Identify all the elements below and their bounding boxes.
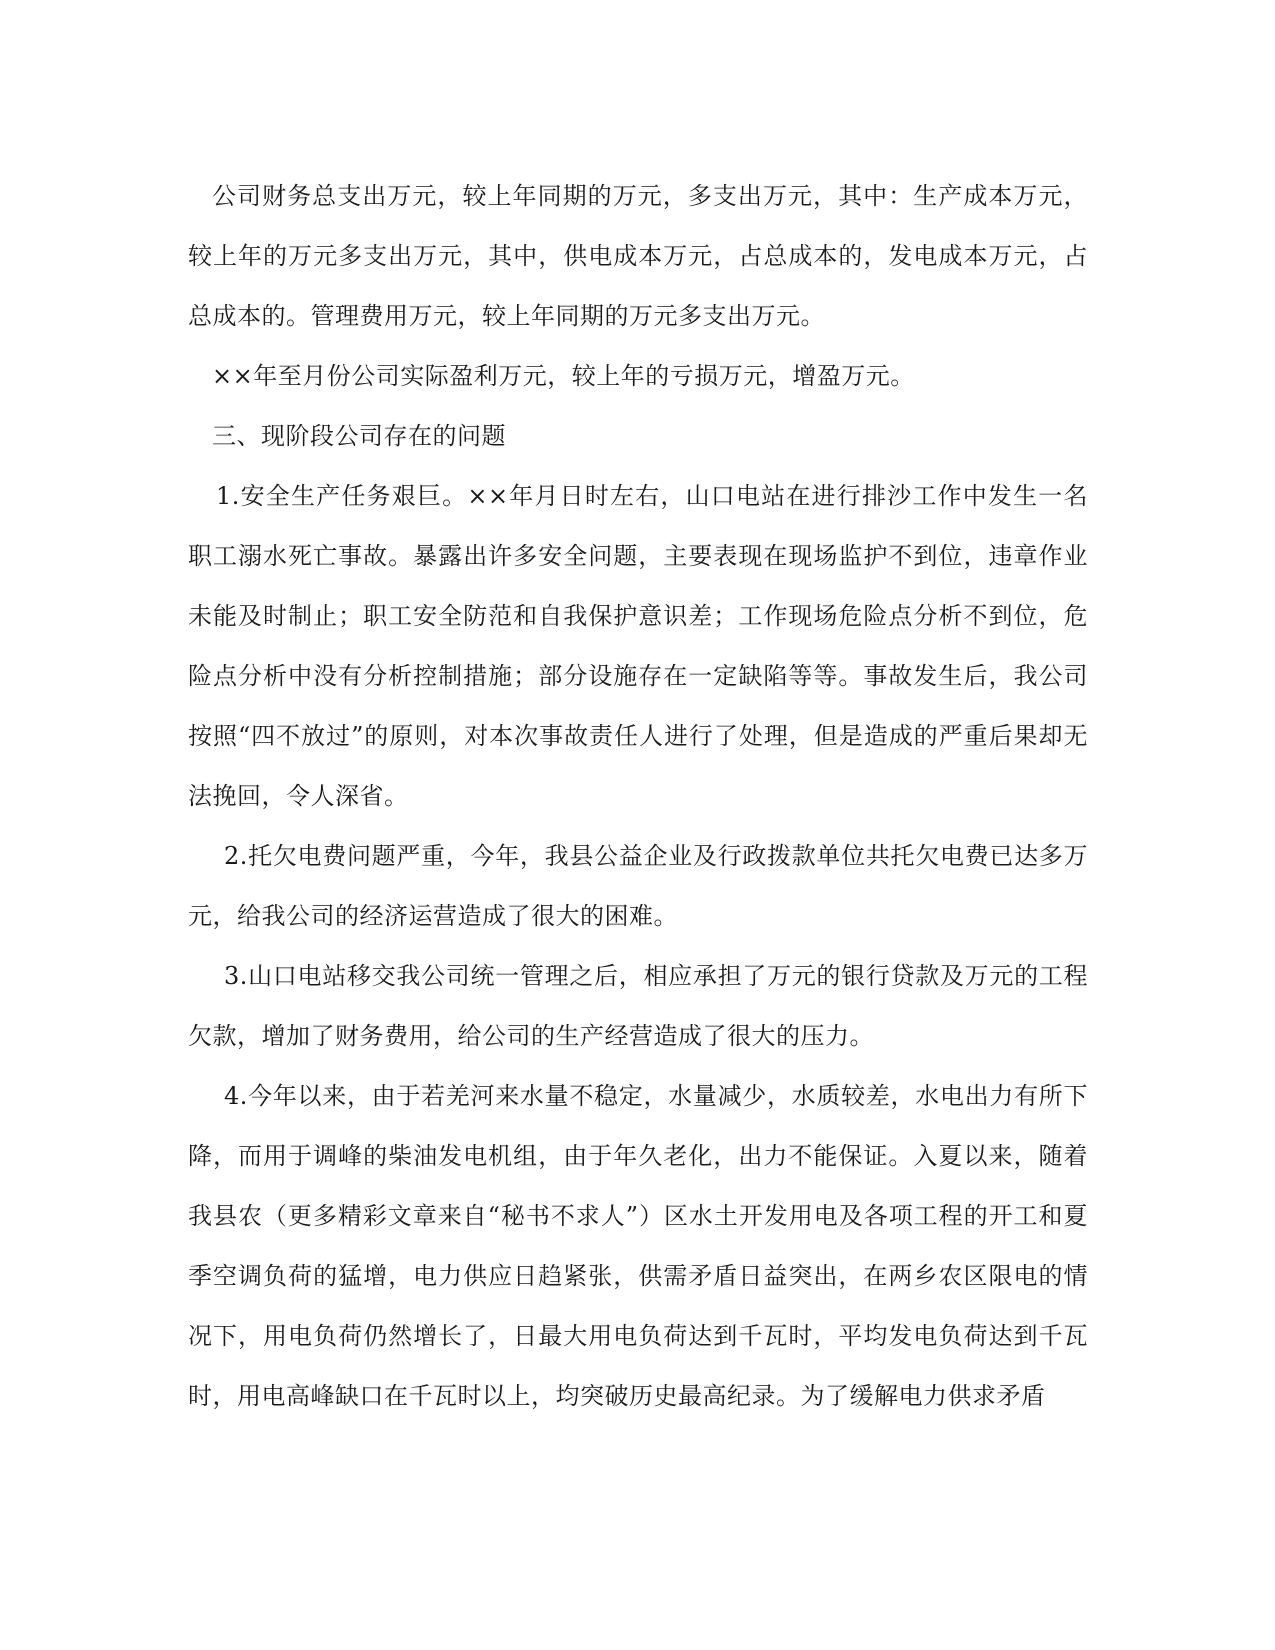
paragraph-problem-3: 3.山口电站移交我公司统一管理之后，相应承担了万元的银行贷款及万元的工程欠款，增加了财务费用，给公司的生产经营造成了很大的压力。: [188, 962, 1088, 1050]
document-body: [188, 166, 1088, 1426]
paragraph-problem-1: 1.安全生产任务艰巨。××年月日时左右，山口电站在进行排沙工作中发生一名职工溺水死亡事故。暴露出许多安全问题，主要表现在现场监护不到位，违章作业未能及时制止；职工安全防范和自我保护意识差；工作现场危险点分析不到位，危险点分析中没有分析控制措施；部分设施存在一定缺陷等等。事故发生后，我公司按照“四不放过”的原则，对本次事故责任人进行了处理，但是造成的严重后果却无法挽回，令人深省。: [188, 482, 1088, 810]
paragraph-financial-expenditure: 公司财务总支出万元，较上年同期的万元，多支出万元，其中：生产成本万元，较上年的万元多支出万元，其中，供电成本万元，占总成本的，发电成本万元，占总成本的。管理费用万元，较上年同期的万元多支出万元。: [188, 182, 1088, 330]
paragraph-profit-summary: ××年至月份公司实际盈利万元，较上年的亏损万元，增盈万元。: [212, 362, 915, 390]
section-heading-problems: 三、现阶段公司存在的问题: [212, 422, 506, 450]
paragraph-problem-4: 4.今年以来，由于若羌河来水量不稳定，水量减少，水质较差，水电出力有所下降，而用于调峰的柴油发电机组，由于年久老化，出力不能保证。入夏以来，随着我县农（更多精彩文章来自“秘书不求人”）区水土开发用电及各项工程的开工和夏季空调负荷的猛增，电力供应日趋紧张，供需矛盾日益突出，在两乡农区限电的情况下，用电负荷仍然增长了，日最大用电负荷达到千瓦时，平均发电负荷达到千瓦时，用电高峰缺口在千瓦时以上，均突破历史最高纪录。为了缓解电力供求矛盾: [188, 1082, 1088, 1410]
paragraph-problem-2: 2.托欠电费问题严重，今年，我县公益企业及行政拨款单位共托欠电费已达多万元，给我公司的经济运营造成了很大的困难。: [188, 842, 1088, 930]
